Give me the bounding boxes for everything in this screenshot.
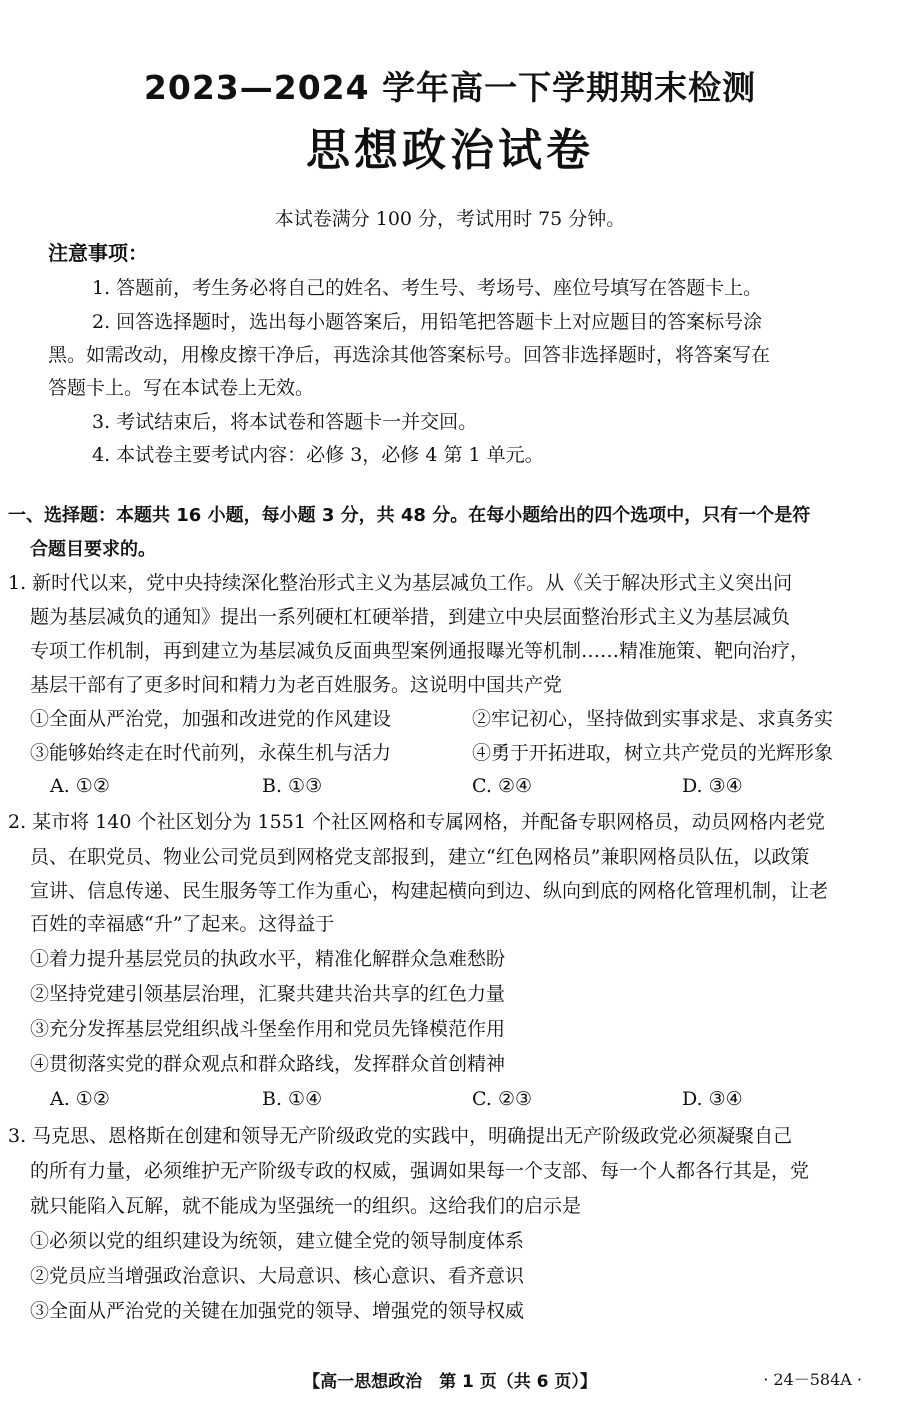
exam-title-line1: 2023—2024 学年高一下学期期末检测	[143, 68, 757, 107]
q1-stem-line3: 专项工作机制，再到建立为基层减负反面典型案例通报曝光等机制……精准施策、靶向治疗，	[30, 640, 810, 662]
q2-statement-2: ②坚持党建引领基层治理，汇聚共建共治共享的红色力量	[30, 983, 506, 1005]
q2-stem-line2: 员、在职党员、物业公司党员到网格党支部报到，建立“红色网格员”兼职网格员队伍，以政策	[30, 846, 810, 868]
q1-option-a[interactable]: A. ①②	[50, 775, 110, 797]
q1-option-c[interactable]: C. ②④	[472, 775, 533, 797]
q3-statement-2: ②党员应当增强政治意识、大局意识、核心意识、看齐意识	[30, 1265, 525, 1287]
q1-statement-4: ④勇于开拓进取，树立共产党员的光辉形象	[472, 742, 834, 764]
q1-statement-2: ②牢记初心，坚持做到实事求是、求真务实	[472, 708, 834, 730]
exam-subtitle: 本试卷满分 100 分，考试用时 75 分钟。	[274, 208, 626, 230]
q1-stem-line1: 1. 新时代以来，党中央持续深化整治形式主义为基层减负工作。从《关于解决形式主义突出问	[8, 572, 793, 594]
q2-statement-3: ③充分发挥基层党组织战斗堡垒作用和党员先锋模范作用	[30, 1018, 506, 1040]
q1-statement-3: ③能够始终走在时代前列，永葆生机与活力	[30, 742, 392, 764]
q3-statement-1: ①必须以党的组织建设为统领，建立健全党的领导制度体系	[30, 1230, 525, 1252]
section-heading-line1: 一、选择题：本题共 16 小题，每小题 3 分，共 48 分。在每小题给出的四个选项中，只有一个是符	[8, 505, 811, 526]
q1-option-d[interactable]: D. ③④	[682, 775, 743, 797]
q2-stem-line3: 宣讲、信息传递、民生服务等工作为重心，构建起横向到边、纵向到底的网格化管理机制，让老	[30, 880, 829, 902]
footer-page-label: 【高一思想政治 第 1 页（共 6 页）】	[303, 1372, 597, 1392]
q2-option-b[interactable]: B. ①④	[262, 1088, 323, 1110]
notice-line-3: 黑。如需改动，用橡皮擦干净后，再选涂其他答案标号。回答非选择题时，将答案写在	[48, 344, 771, 366]
exam-title-line2: 思想政治试卷	[306, 125, 594, 176]
q3-stem-line1: 3. 马克思、恩格斯在创建和领导无产阶级政党的实践中，明确提出无产阶级政党必须凝聚自己	[8, 1125, 793, 1147]
section-heading-line2: 合题目要求的。	[30, 539, 156, 560]
notice-line-4: 答题卡上。写在本试卷上无效。	[48, 377, 315, 399]
notice-line-5: 3. 考试结束后，将本试卷和答题卡一并交回。	[92, 411, 478, 433]
q2-stem-line1: 2. 某市将 140 个社区划分为 1551 个社区网格和专属网格，并配备专职网格员，动员网格内老党	[8, 811, 825, 833]
q1-stem-line2: 题为基层减负的通知》提出一系列硬杠杠硬举措，到建立中央层面整治形式主义为基层减负	[30, 606, 791, 628]
notice-line-1: 1. 答题前，考生务必将自己的姓名、考生号、考场号、座位号填写在答题卡上。	[92, 277, 763, 299]
q2-option-c[interactable]: C. ②③	[472, 1088, 533, 1110]
q3-stem-line3: 就只能陷入瓦解，就不能成为坚强统一的组织。这给我们的启示是	[30, 1195, 582, 1217]
q3-stem-line2: 的所有力量，必须维护无产阶级专政的权威，强调如果每一个支部、每一个人都各行其是，党	[30, 1160, 810, 1182]
q2-statement-1: ①着力提升基层党员的执政水平，精准化解群众急难愁盼	[30, 948, 506, 970]
q1-option-b[interactable]: B. ①③	[262, 775, 323, 797]
q2-option-a[interactable]: A. ①②	[50, 1088, 110, 1110]
q1-statement-1: ①全面从严治党，加强和改进党的作风建设	[30, 708, 392, 730]
footer-exam-code: · 24－584A ·	[763, 1370, 862, 1389]
notice-line-2: 2. 回答选择题时，选出每小题答案后，用铅笔把答题卡上对应题目的答案标号涂	[92, 311, 763, 333]
q3-statement-3: ③全面从严治党的关键在加强党的领导、增强党的领导权威	[30, 1300, 525, 1322]
q2-option-d[interactable]: D. ③④	[682, 1088, 743, 1110]
q2-stem-line4: 百姓的幸福感“升”了起来。这得益于	[30, 913, 335, 935]
notice-line-6: 4. 本试卷主要考试内容：必修 3，必修 4 第 1 单元。	[92, 444, 544, 466]
q1-stem-line4: 基层干部有了更多时间和精力为老百姓服务。这说明中国共产党	[30, 674, 563, 696]
notice-heading: 注意事项：	[48, 241, 148, 265]
q2-statement-4: ④贯彻落实党的群众观点和群众路线，发挥群众首创精神	[30, 1053, 506, 1075]
